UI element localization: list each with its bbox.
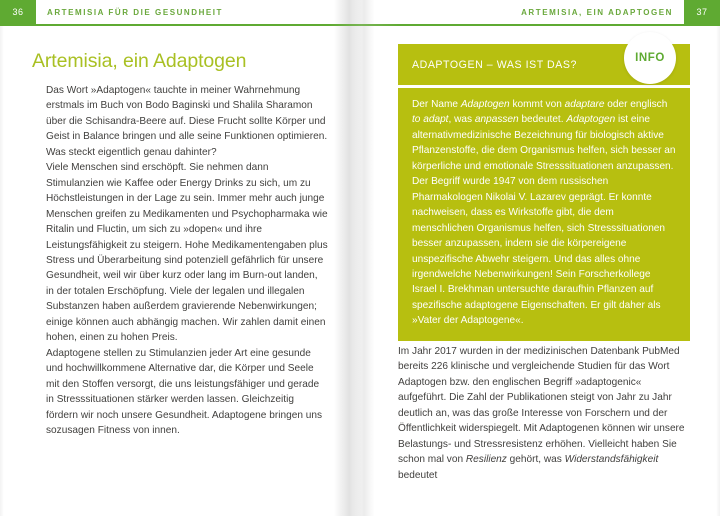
info-box-body (398, 88, 690, 341)
page-title: Artemisia, ein Adaptogen (32, 50, 247, 72)
paragraph: Adaptogene stellen zu Stimulanzien jeder Art eine gesunde und hochwillkommene Alternative dar, die Körper und Seele mit den Stoffen versorgt, die uns leistungsfähiger und gerade in Stresssituationen stärker werden lassen. Gleichzeitig fördern wir noch unsere Gesundheit. Adaptogene bringen uns sozusagen Fitness von innen. (46, 347, 323, 436)
running-head-band (0, 0, 720, 24)
info-box-header (398, 44, 690, 85)
paragraph: Viele Menschen sind erschöpft. Sie nehmen dann Stimulanzien wie Kaffee oder Energy Drinks zu sich, um zu Höchstleistungen in der Lage zu sein. Immer mehr auch junge Menschen greifen zu Medikamenten und Psychopharmaka wie Ritalin und Fluctin, um sich zu »dopen« und ihre Leistungsfähigkeit zu steigern. Hohe Medikamentengaben plus Stress und Überarbeitung sind potenziell gefährlich für unsere Gesundheit, weil wir über kurz oder lang im Burn-out landen, in der totalen Erschöpfung. Viele der legalen und illegalen Substanzen haben außerdem gravierende Nebenwirkungen; einige können auch abhängig machen. Wir zahlen damit einen hohen, einen zu hohen Preis. (46, 162, 328, 344)
info-box-title: ADAPTOGEN – WAS IST DAS? (412, 58, 577, 71)
paragraph: Im Jahr 2017 wurden in der medizinischen Datenbank PubMed bereits 226 klinische und vergleichende Studien für das Wort Adaptogen bzw. den englischen Begriff »adaptogenic« aufgeführt. Die Zahl der Publikationen steigt von Jahr zu Jahr deutlich an, was das große Interesse von Forschern und der Öffentlichkeit widerspiegelt. Mit Adaptogenen können wir unsere Belastungs- und Stressresistenz erhöhen. Vielleicht haben Sie schon mal von Resilienz gehört, was Widerstandsfähigkeit bedeutet (398, 346, 685, 481)
page-left (0, 26, 352, 516)
header-rule-gutter-fade (330, 24, 400, 26)
header-divider-rule (0, 24, 720, 26)
info-badge-icon: INFO (624, 32, 676, 84)
running-head-left: ARTEMISIA FÜR DIE GESUNDHEIT (47, 7, 223, 17)
page-number-left: 36 (0, 0, 36, 24)
page-right (368, 26, 720, 516)
info-box (398, 44, 690, 341)
left-column-body (46, 83, 328, 438)
running-head-right: ARTEMISIA, EIN ADAPTOGEN (521, 7, 673, 17)
page-number-right: 37 (684, 0, 720, 24)
paragraph: Das Wort »Adaptogen« tauchte in meiner Wahrnehmung erstmals im Buch von Bodo Baginski und Shalila Sharamon über die Schisandra-Beere auf. Diese Frucht sollte Körper und Geist in Balance bringen und alle seine Funktionen optimieren. Was steckt eigentlich genau dahinter? (46, 85, 328, 158)
info-box-paragraph: Der Name Adaptogen kommt von adaptare oder englisch to adapt, was anpassen bedeutet. Adaptogen ist eine alternativmedizinische Bezeichnung für biologisch aktive Pflanzenstoffe, die dem Organismus helfen, sich besser an körperliche und emotionale Stresssituationen anzupassen. Der Begriff wurde 1947 von dem russischen Pharmakologen Nikolai V. Lazarev geprägt. Er konnte nachweisen, dass es Wirkstoffe gibt, die dem menschlichen Organismus helfen, sich Stresssituationen besser anzupassen, indem sie die körpereigene unspezifische Abwehr steigern. Und das alles ohne irgendwelche Nebenwirkungen! Sein Forscherkollege Israel I. Brekhman untersuchte daraufhin Pflanzen auf spezifische adaptogene Eigenschaften. Er gilt daher als »Vater der Adaptogene«. (412, 99, 676, 327)
right-column-body (398, 344, 692, 483)
